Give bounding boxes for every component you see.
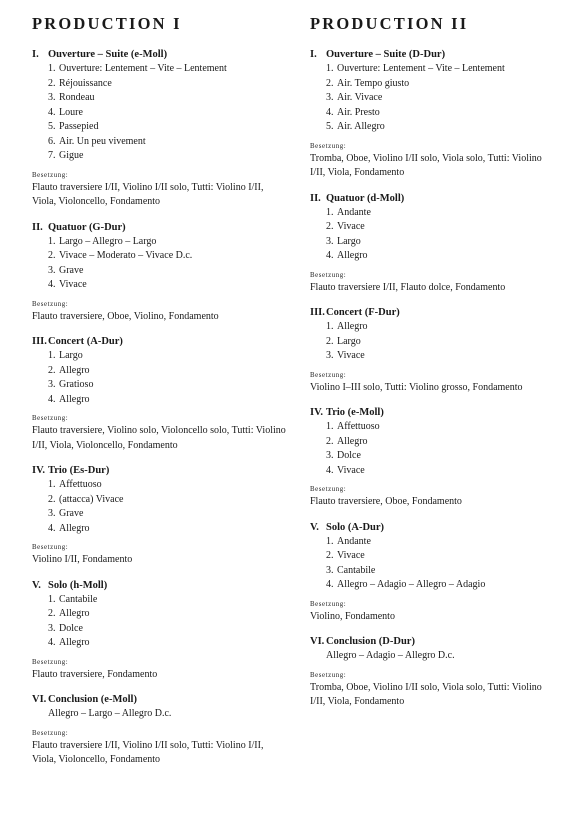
movement-title: Largo: [59, 350, 83, 361]
movement-title: Allegro: [59, 608, 90, 619]
piece-numeral: II.: [32, 221, 43, 233]
movement-item: [32, 278, 287, 293]
besetzung-label: Besetzung:: [32, 658, 69, 666]
besetzung-label: Besetzung:: [310, 271, 347, 279]
piece-numeral: V.: [310, 521, 319, 533]
movement-title: Allegro – Adagio – Allegro – Adagio: [337, 579, 486, 590]
piece-entry: [310, 406, 550, 510]
movement-item: [32, 91, 287, 106]
piece-title: Quatuor (d-Moll): [326, 192, 405, 204]
besetzung-label: Besetzung:: [310, 371, 347, 379]
movement-item: [32, 364, 287, 379]
movement-item: [32, 493, 287, 508]
movement-item: [310, 235, 550, 250]
piece-title: Ouverture – Suite (D-Dur): [326, 49, 446, 60]
piece-entry: [32, 693, 287, 768]
movement-number: 5.: [48, 121, 56, 132]
movement-title: Air. Un peu vivement: [59, 135, 146, 147]
piece-entry: [32, 579, 287, 683]
movement-number: 2.: [48, 250, 56, 261]
piece-numeral: V.: [32, 579, 41, 591]
movement-sequence: Allegro – Adagio – Allegro D.c.: [326, 650, 455, 661]
movement-list: [32, 593, 287, 651]
piece-entry: [310, 521, 550, 625]
movement-title: Allegro: [59, 522, 90, 534]
piece-list: [32, 48, 287, 768]
movement-item: [32, 607, 287, 622]
movement-item: [310, 535, 550, 550]
piece-title: Conclusion (e-Moll): [48, 694, 137, 705]
movement-list: [32, 235, 287, 293]
piece-numeral: II.: [310, 192, 321, 204]
movement-title: Dolce: [337, 450, 361, 461]
movement-number: 4.: [48, 106, 56, 118]
movement-list: [310, 206, 550, 264]
piece-numeral: VI.: [310, 636, 325, 647]
movement-title: Réjouissance: [59, 77, 112, 89]
besetzung-text: Flauto traversiere, Oboe, Fondamento: [310, 496, 462, 507]
besetzung-label: Besetzung:: [32, 171, 69, 179]
movement-number: 1.: [48, 350, 56, 361]
besetzung-text: Tromba, Oboe, Violino I/II solo, Viola solo, Tutti: Violino I/II, Viola, Fondamento: [310, 152, 542, 178]
piece-heading: [310, 48, 550, 62]
besetzung-text: Flauto traversiere I/II, Violino I/II solo, Tutti: Violino I/II, Viola, Violoncello, Fondamento: [32, 739, 264, 765]
piece-heading: [32, 48, 287, 62]
piece-entry: [310, 48, 550, 181]
movement-item: [310, 206, 550, 221]
besetzung-label: Besetzung:: [32, 544, 69, 551]
piece-numeral: III.: [310, 307, 325, 318]
movement-number: 1.: [326, 535, 334, 547]
besetzung-text: Flauto traversiere I/II, Flauto dolce, Fondamento: [310, 281, 506, 293]
movement-number: 4.: [48, 279, 56, 290]
movement-title: Gigue: [59, 150, 84, 161]
movement-title: Allegro: [59, 637, 90, 648]
movement-item: [310, 578, 550, 593]
movement-title: Affettuoso: [337, 421, 380, 432]
movement-title: Ouverture: Lentement – Vite – Lentement: [59, 63, 227, 74]
production-column: [32, 14, 287, 779]
piece-heading: [32, 579, 287, 593]
piece-numeral: IV.: [310, 407, 323, 418]
piece-heading: [32, 221, 287, 235]
movement-number: 1.: [326, 206, 334, 218]
besetzung-label: Besetzung:: [310, 600, 347, 608]
movement-title: Passepied: [59, 121, 99, 132]
movement-list: [32, 349, 287, 407]
movement-title: Allegro: [337, 321, 368, 332]
movement-title: Vivace: [337, 221, 365, 232]
movement-number: 3.: [48, 264, 56, 276]
movement-item: [32, 77, 287, 92]
movement-title: Cantabile: [337, 564, 376, 576]
movement-number: 4.: [326, 106, 334, 118]
movement-item: [32, 249, 287, 264]
movement-title: Cantabile: [59, 593, 98, 605]
movement-item: [32, 106, 287, 121]
piece-entry: [32, 48, 287, 210]
piece-heading: [32, 335, 287, 349]
movement-list: [310, 62, 550, 135]
movement-item: [310, 349, 550, 364]
movement-title: Grave: [59, 508, 84, 519]
movement-number: 3.: [326, 350, 334, 361]
movement-item: [32, 522, 287, 537]
movement-item: [310, 320, 550, 335]
movement-number: 2.: [48, 77, 56, 89]
movement-item: [310, 220, 550, 235]
piece-title: Solo (h-Moll): [48, 579, 108, 591]
movement-title: Largo – Allegro – Largo: [59, 235, 157, 247]
production-title: PRODUCTION I: [32, 14, 182, 33]
besetzung-label: Besetzung:: [310, 142, 347, 150]
piece-heading: [310, 192, 550, 206]
movement-title: Loure: [59, 106, 83, 118]
movement-item: [32, 149, 287, 164]
movement-number: 2.: [48, 608, 56, 619]
piece-title: Quatuor (G-Dur): [48, 221, 126, 233]
movement-number: 2.: [326, 221, 334, 232]
movement-title: Air. Vivace: [337, 92, 383, 103]
movement-number: 3.: [326, 564, 334, 576]
movement-list: [310, 420, 550, 478]
besetzung-text: Flauto traversiere, Violino solo, Violoncello solo, Tutti: Violino I/II, Viola, Violoncello, Fondamento: [32, 425, 286, 451]
production-column: [310, 14, 550, 721]
piece-heading: [310, 635, 550, 649]
movement-title: Dolce: [59, 622, 83, 634]
besetzung-label: Besetzung:: [32, 300, 69, 308]
movement-item: [310, 249, 550, 264]
movement-item: [310, 435, 550, 450]
movement-list: [310, 320, 550, 364]
movement-number: 1.: [48, 593, 56, 605]
movement-number: 2.: [326, 77, 334, 89]
movement-number: 1.: [326, 63, 334, 74]
movement-number: 7.: [48, 150, 56, 161]
movement-title: Allegro: [337, 435, 368, 447]
piece-heading: [32, 464, 287, 478]
movement-title: Vivace – Moderato – Vivace D.c.: [59, 250, 193, 261]
besetzung-label: Besetzung:: [32, 415, 69, 422]
movement-list: [310, 535, 550, 593]
besetzung-text: Tromba, Oboe, Violino I/II solo, Viola solo, Tutti: Violino I/II, Viola, Fondamento: [310, 681, 542, 707]
movement-item: [32, 235, 287, 250]
movement-item: [310, 464, 550, 479]
besetzung-text: Violino, Fondamento: [310, 610, 395, 622]
movement-title: Largo: [337, 235, 361, 247]
movement-title: Vivace: [337, 350, 365, 361]
movement-title: Rondeau: [59, 92, 95, 103]
movement-item: [310, 335, 550, 350]
besetzung-text: Flauto traversiere, Oboe, Violino, Fondamento: [32, 310, 219, 322]
movement-number: 1.: [48, 479, 56, 490]
movement-item: [310, 62, 550, 77]
movement-title: Vivace: [337, 550, 365, 561]
movement-number: 4.: [48, 522, 56, 534]
movement-title: Air. Tempo giusto: [337, 77, 410, 89]
besetzung-text: Violino I/II, Fondamento: [32, 554, 133, 565]
besetzung-text: Flauto traversiere I/II, Violino I/II solo, Tutti: Violino I/II, Viola, Violoncello, Fondamento: [32, 181, 264, 207]
movement-item: [32, 62, 287, 77]
movement-number: 3.: [326, 235, 334, 247]
piece-heading: [310, 521, 550, 535]
movement-number: 3.: [48, 379, 56, 390]
movement-item: [32, 478, 287, 493]
movement-item: [32, 120, 287, 135]
movement-item: [310, 77, 550, 92]
besetzung-label: Besetzung:: [32, 729, 69, 737]
piece-numeral: I.: [32, 49, 39, 60]
movement-title: Andante: [337, 535, 371, 547]
movement-number: 4.: [326, 250, 334, 261]
movement-item: [310, 91, 550, 106]
movement-title: Andante: [337, 206, 371, 218]
piece-entry: [32, 335, 287, 453]
movement-number: 3.: [326, 92, 334, 103]
movement-sequence: Allegro – Largo – Allegro D.c.: [48, 708, 172, 719]
movement-item: [310, 449, 550, 464]
piece-heading: [32, 693, 287, 707]
movement-title: Allegro: [59, 364, 90, 376]
piece-numeral: VI.: [32, 694, 47, 705]
movement-number: 2.: [326, 435, 334, 447]
piece-title: Solo (A-Dur): [326, 521, 385, 533]
movement-item: [32, 393, 287, 408]
movement-item: [310, 120, 550, 135]
movement-title: Affettuoso: [59, 479, 102, 490]
movement-item: [310, 564, 550, 579]
besetzung-label: Besetzung:: [310, 671, 347, 679]
piece-list: [310, 48, 550, 710]
movement-number: 2.: [48, 364, 56, 376]
besetzung-text: Flauto traversiere, Fondamento: [32, 668, 158, 680]
production-title: PRODUCTION II: [310, 14, 469, 33]
piece-entry: [32, 464, 287, 568]
movement-title: (attacca) Vivace: [59, 493, 124, 505]
movement-number: 2.: [326, 335, 334, 347]
piece-title: Trio (Es-Dur): [48, 465, 110, 476]
movement-item: [32, 636, 287, 651]
movement-title: Vivace: [59, 279, 87, 290]
movement-number: 3.: [48, 92, 56, 103]
piece-title: Trio (e-Moll): [326, 407, 384, 418]
movement-number: 4.: [326, 464, 334, 476]
movement-item: [32, 378, 287, 393]
movement-item: [32, 135, 287, 150]
piece-entry: [310, 306, 550, 395]
movement-number: 1.: [48, 63, 56, 74]
movement-title: Allegro: [59, 393, 90, 405]
movement-number: 4.: [326, 579, 334, 590]
besetzung-label: Besetzung:: [310, 486, 347, 493]
movement-number: 1.: [326, 421, 334, 432]
piece-entry: [310, 192, 550, 296]
movement-item: [310, 106, 550, 121]
movement-number: 1.: [326, 321, 334, 332]
movement-item: [32, 349, 287, 364]
piece-numeral: IV.: [32, 465, 45, 476]
movement-title: Grave: [59, 264, 84, 276]
movement-number: 1.: [48, 235, 56, 247]
movement-list: [32, 478, 287, 536]
piece-heading: [310, 306, 550, 320]
movement-number: 4.: [48, 637, 56, 648]
movement-number: 6.: [48, 135, 56, 147]
movement-title: Ouverture: Lentement – Vite – Lentement: [337, 63, 505, 74]
besetzung-text: Violino I–III solo, Tutti: Violino grosso, Fondamento: [310, 381, 523, 393]
piece-entry: [32, 221, 287, 325]
movement-number: 2.: [326, 550, 334, 561]
piece-entry: [310, 635, 550, 710]
movement-title: Allegro: [337, 250, 368, 261]
movement-title: Largo: [337, 335, 361, 347]
movement-title: Air. Presto: [337, 106, 380, 118]
movement-number: 3.: [48, 508, 56, 519]
movement-number: 3.: [326, 450, 334, 461]
movement-list: [32, 62, 287, 164]
piece-title: Concert (F-Dur): [326, 307, 400, 318]
movement-number: 3.: [48, 622, 56, 634]
movement-item: [32, 264, 287, 279]
movement-title: Gratioso: [59, 379, 94, 390]
movement-number: 4.: [48, 393, 56, 405]
movement-item: [32, 507, 287, 522]
piece-numeral: I.: [310, 49, 317, 60]
piece-numeral: III.: [32, 336, 47, 347]
movement-item: [310, 420, 550, 435]
piece-heading: [310, 406, 550, 420]
piece-title: Conclusion (D-Dur): [326, 636, 415, 647]
movement-title: Air. Allegro: [337, 121, 385, 132]
movement-item: [32, 593, 287, 608]
movement-number: 2.: [48, 493, 56, 505]
movement-item: [310, 549, 550, 564]
piece-title: Concert (A-Dur): [48, 336, 123, 347]
movement-item: [32, 622, 287, 637]
movement-number: 5.: [326, 121, 334, 132]
piece-title: Ouverture – Suite (e-Moll): [48, 49, 168, 60]
movement-title: Vivace: [337, 464, 365, 476]
